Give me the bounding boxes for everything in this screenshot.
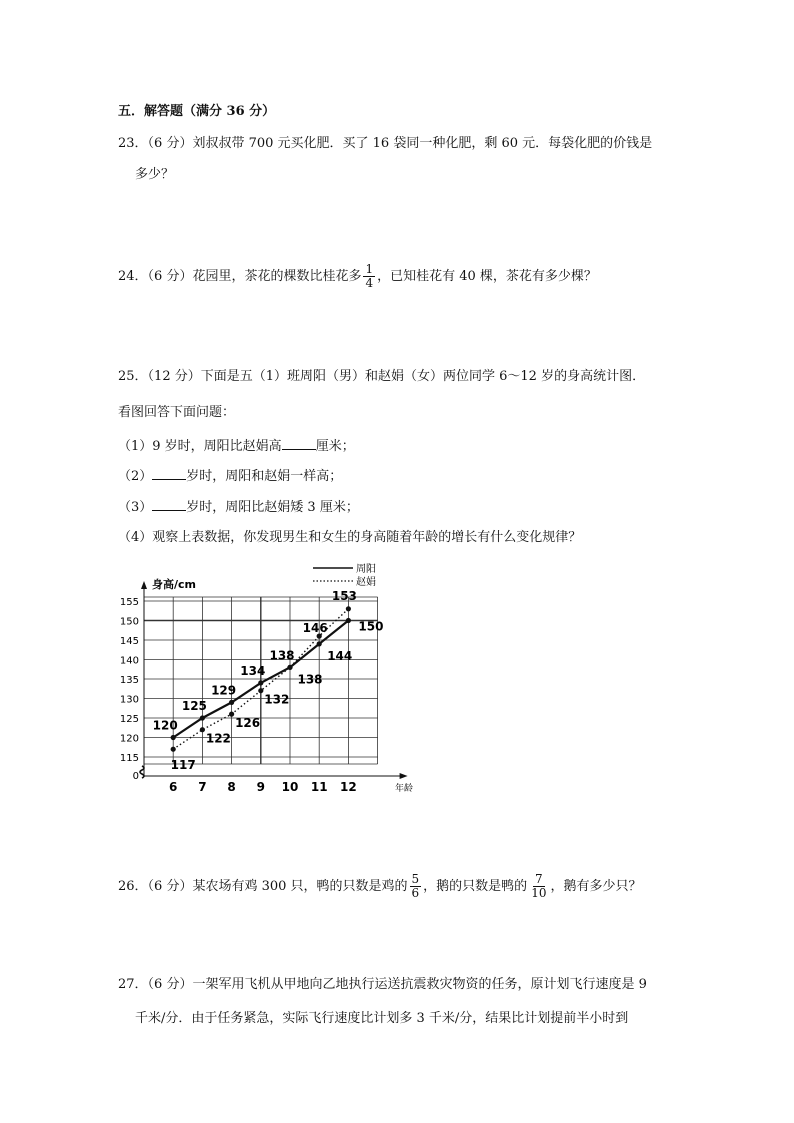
chart-legend [313, 563, 376, 588]
q27-line2: 千米/分．由于任务紧急，实际飞行速度比计划多 3 千米/分，结果比计划提前半小时到 [135, 1011, 629, 1026]
x-tick-label: 9 [256, 780, 265, 794]
q26-f1-den: 6 [411, 886, 420, 900]
x-tick-label: 6 [169, 780, 178, 794]
q26-text-before: 26．（6 分）某农场有鸡 300 只，鸭的只数是鸡的 [118, 879, 408, 894]
x-axis-label: 年龄 [395, 784, 414, 794]
q25-line2: 看图回答下面问题： [118, 405, 236, 420]
q25-line1: 25．（12 分）下面是五（1）班周阳（男）和赵娟（女）两位同学 6～12 岁的身高统计图． [118, 369, 646, 384]
data-label: 138 [297, 672, 323, 687]
q25-sub2 [118, 467, 342, 486]
data-point [346, 606, 351, 611]
q25-sub3 [118, 498, 359, 517]
data-labels [153, 589, 384, 772]
data-label: 138 [269, 648, 295, 663]
data-label: 144 [327, 648, 353, 663]
data-label: 126 [235, 716, 261, 731]
y-tick-label: 125 [119, 714, 139, 725]
data-point [287, 665, 292, 670]
q25-sub4: （4）观察上表数据，你发现男生和女生的身高随着年龄的增长有什么变化规律？ [118, 530, 582, 545]
y-tick-label: 120 [119, 733, 139, 745]
question-24 [118, 263, 597, 290]
data-label: 146 [302, 621, 328, 636]
q26-f2-den: 10 [531, 886, 547, 900]
data-label: 129 [211, 683, 237, 698]
q26-f1-num: 5 [411, 872, 420, 886]
y-tick-label: 145 [119, 636, 139, 647]
x-axis-arrow [400, 773, 408, 779]
x-tick-label: 10 [281, 780, 299, 794]
q25-s1-after: 厘米； [315, 439, 355, 454]
data-point [229, 712, 234, 717]
data-point [171, 747, 176, 752]
legend-label: 赵娟 [356, 577, 376, 588]
q24-text-after: ，已知桂花有 40 棵，茶花有多少棵？ [377, 269, 597, 284]
data-point [258, 688, 263, 693]
data-point [229, 700, 234, 705]
answer-blank [152, 467, 186, 480]
x-tick-label: 7 [198, 780, 207, 794]
data-point [258, 680, 263, 685]
q24-frac-den: 4 [365, 276, 374, 290]
q23-line1: 23．（6 分）刘叔叔带 700 元买化肥．买了 16 袋同一种化肥，剩 60 元．每袋化肥的价钱是 [118, 136, 653, 151]
y-tick-label: 130 [119, 694, 139, 706]
q25-s2-after: 岁时，周阳和赵娟一样高； [186, 469, 343, 484]
q26-fraction-1 [410, 873, 422, 900]
data-label: 132 [264, 692, 290, 707]
question-26 [118, 873, 641, 900]
answer-blank [152, 498, 186, 511]
data-label: 122 [205, 731, 231, 746]
data-point [200, 727, 205, 732]
legend-label: 周阳 [356, 564, 376, 575]
q24-frac-num: 1 [365, 262, 374, 276]
x-tick-label: 11 [310, 780, 328, 794]
y-tick-labels [120, 597, 139, 782]
height-line-chart [118, 558, 418, 803]
data-label: 150 [358, 619, 384, 634]
q26-text-after: ，鹅有多少只？ [550, 879, 642, 894]
q25-s1-before: （1）9 岁时，周阳比赵娟高 [118, 439, 282, 454]
q23-line2: 多少？ [135, 167, 175, 182]
y-tick-label: 115 [119, 753, 139, 764]
q26-f2-num: 7 [535, 872, 543, 886]
q25-sub1 [118, 437, 355, 456]
section-title: 五．解答题（满分 36 分） [118, 104, 276, 119]
y-axis-arrow [141, 581, 147, 589]
q27-line1: 27．（6 分）一架军用飞机从甲地向乙地执行运送抗震救灾物资的任务，原计划飞行速度是 9 [118, 977, 647, 992]
q26-text-mid: ，鹅的只数是鸭的 [423, 879, 528, 894]
data-label: 120 [152, 718, 178, 733]
q25-s2-before: （2） [118, 469, 153, 484]
axis-break-mark [140, 766, 144, 778]
data-point [200, 715, 205, 720]
data-label: 125 [181, 699, 207, 713]
y-tick-label: 155 [119, 597, 139, 608]
q25-s3-before: （3） [118, 500, 153, 515]
q24-text-before: 24．（6 分）花园里，茶花的棵数比桂花多 [118, 269, 362, 284]
answer-blank [282, 437, 316, 450]
y-tick-label: 140 [119, 655, 139, 667]
x-tick-label: 12 [340, 780, 357, 794]
x-tick-labels [169, 780, 357, 794]
q25-s3-after: 岁时，周阳比赵娟矮 3 厘米； [186, 500, 359, 515]
data-label: 117 [170, 758, 196, 773]
q26-fraction-2 [529, 873, 548, 900]
data-point [171, 735, 176, 740]
data-point [346, 618, 351, 623]
y-axis-label: 身高/cm [152, 578, 196, 591]
x-tick-label: 8 [227, 780, 236, 794]
data-label: 153 [331, 588, 357, 603]
y-tick-label: 135 [119, 675, 139, 686]
data-point [317, 641, 322, 646]
q24-fraction [363, 263, 375, 290]
y-tick-label: 150 [119, 616, 139, 628]
chart-axes [140, 581, 408, 779]
y-tick-label: 0 [132, 771, 139, 782]
data-label: 134 [240, 663, 266, 678]
